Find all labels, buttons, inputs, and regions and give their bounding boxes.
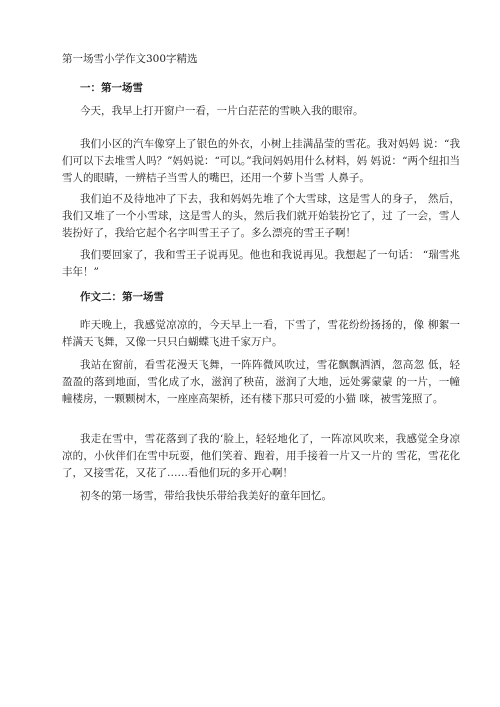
paragraph-1-1: 今天，我早上打开窗户一看，一片白茫茫的雪映入我的眼帘。	[80, 105, 364, 117]
paragraph-2-3: 我走在雪中，雪花落到了我的‘脸上，轻轻地化了，一阵凉风吹来，我感觉全身凉凉的，小伙伴们在雪中玩耍，他们笑着、跑着，用手接着一片又一片的 雪花，雪花化了，又接雪花，又花了……看他们玩的多开心啊！	[62, 433, 460, 479]
paragraph-1-4: 我们要回家了，我和雪王子说再见。他也和我说再见。我想起了一句话： “瑞雪兆丰年！”	[62, 249, 460, 278]
paragraph-2-2: 我站在窗前，看雪花漫天飞舞，一阵阵微风吹过，雪花飘飘洒洒，忽高忽 低，轻盈盈的落到地面，雪化成了水，滋润了秧苗，滋润了大地，远处雾蒙蒙 的一片，一幢幢楼房，一颗颗树木，一座座高架桥，还有楼下那只可爱的小猫 咪，被雪笼照了。	[62, 359, 460, 405]
section-heading-1: 一：第一场雪	[80, 82, 143, 94]
paragraph-1-2: 我们小区的汽车像穿上了银色的外衣，小树上挂满晶莹的雪花。我对妈妈 说：“我们可以下去堆雪人吗？”妈妈说：“可以。”我问妈妈用什么材料，妈 妈说：“两个纽扣当雪人的眼睛，一辨桔子当雪人的嘴巴，还用一个萝卜当雪 人鼻子。	[62, 138, 460, 184]
paragraph-2-4: 初冬的第一场雪，带给我快乐带给我美好的童年回忆。	[80, 490, 332, 502]
paragraph-2-1: 昨天晚上，我感觉凉凉的，今天早上一看，下雪了，雪花纷纷扬扬的，像 柳絮一样满天飞舞，又像一只只白蝴蝶飞进千家万户。	[62, 319, 460, 348]
paragraph-1-3: 我们迫不及待地冲了下去，我和妈妈先堆了个大雪球，这是雪人的身子， 然后，我们又堆了一个小雪球，这是雪人的头，然后我们就开始装扮它了，过 了一会，雪人装扮好了，我给它起个名字叫雪王子了。多么漂亮的雪王子啊！	[62, 193, 460, 239]
document-title: 第一场雪小学作文300字精选	[62, 53, 198, 65]
section-heading-2: 作文二：第一场雪	[80, 291, 164, 303]
